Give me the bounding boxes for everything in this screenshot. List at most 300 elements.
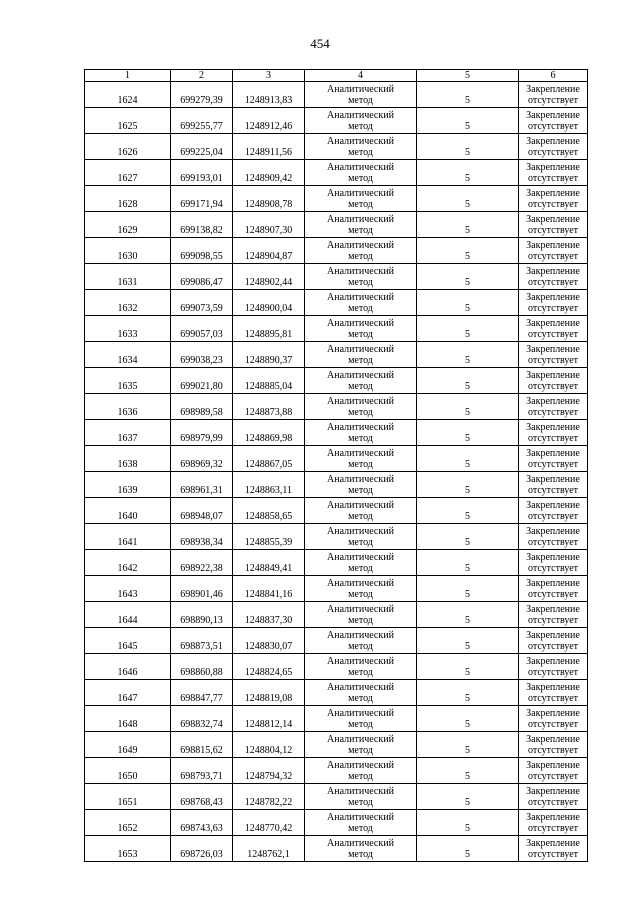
x-coordinate-cell: 698743,63 <box>171 810 233 836</box>
fixing-cell-line: отсутствует <box>527 380 579 392</box>
y-coordinate-cell: 1248890,37 <box>233 342 305 368</box>
method-cell-line: Аналитический <box>327 395 394 407</box>
method-cell <box>305 784 417 810</box>
method-cell-line: метод <box>348 250 373 262</box>
table-row <box>85 82 588 108</box>
fixing-cell <box>519 186 588 212</box>
y-coordinate-cell: 1248873,88 <box>233 394 305 420</box>
fixing-cell <box>519 784 588 810</box>
table-row <box>85 680 588 706</box>
method-cell-line: метод <box>348 458 373 470</box>
table-row <box>85 784 588 810</box>
fixing-cell <box>519 212 588 238</box>
fixing-cell <box>519 498 588 524</box>
method-cell-line: Аналитический <box>327 811 394 823</box>
fixing-cell-line: Закрепление <box>526 525 580 537</box>
accuracy-cell: 5 <box>417 680 519 706</box>
fixing-cell-line: отсутствует <box>527 536 579 548</box>
fixing-cell <box>519 420 588 446</box>
point-number-cell: 1644 <box>85 602 171 628</box>
accuracy-cell: 5 <box>417 394 519 420</box>
point-number-cell: 1643 <box>85 576 171 602</box>
method-cell-line: метод <box>348 744 373 756</box>
fixing-cell-line: отсутствует <box>527 224 579 236</box>
method-cell-line: метод <box>348 94 373 106</box>
method-cell <box>305 264 417 290</box>
fixing-cell-line: Закрепление <box>526 187 580 199</box>
y-coordinate-cell: 1248837,30 <box>233 602 305 628</box>
method-cell-line: Аналитический <box>327 837 394 849</box>
fixing-cell <box>519 394 588 420</box>
fixing-cell <box>519 810 588 836</box>
point-number-cell: 1650 <box>85 758 171 784</box>
fixing-cell-line: отсутствует <box>527 510 579 522</box>
table-row <box>85 524 588 550</box>
method-cell-line: Аналитический <box>327 499 394 511</box>
method-cell-line: метод <box>348 640 373 652</box>
coordinates-table <box>84 69 588 862</box>
point-number-cell: 1648 <box>85 706 171 732</box>
method-cell-line: Аналитический <box>327 291 394 303</box>
method-cell-line: метод <box>348 848 373 860</box>
method-cell-line: метод <box>348 224 373 236</box>
method-cell-line: метод <box>348 562 373 574</box>
method-cell-line: Аналитический <box>327 343 394 355</box>
fixing-cell-line: Закрепление <box>526 421 580 433</box>
accuracy-cell: 5 <box>417 602 519 628</box>
table-row <box>85 836 588 862</box>
table-row <box>85 342 588 368</box>
fixing-cell-line: Закрепление <box>526 213 580 225</box>
method-cell-line: метод <box>348 770 373 782</box>
method-cell-line: метод <box>348 328 373 340</box>
method-cell-line: Аналитический <box>327 83 394 95</box>
fixing-cell-line: Закрепление <box>526 655 580 667</box>
column-header-3: 3 <box>233 70 305 82</box>
y-coordinate-cell: 1248841,16 <box>233 576 305 602</box>
method-cell <box>305 680 417 706</box>
method-cell <box>305 810 417 836</box>
method-cell-line: метод <box>348 484 373 496</box>
fixing-cell <box>519 238 588 264</box>
accuracy-cell: 5 <box>417 732 519 758</box>
fixing-cell <box>519 732 588 758</box>
method-cell <box>305 420 417 446</box>
y-coordinate-cell: 1248907,30 <box>233 212 305 238</box>
method-cell <box>305 108 417 134</box>
y-coordinate-cell: 1248912,46 <box>233 108 305 134</box>
x-coordinate-cell: 699225,04 <box>171 134 233 160</box>
point-number-cell: 1624 <box>85 82 171 108</box>
point-number-cell: 1628 <box>85 186 171 212</box>
method-cell-line: Аналитический <box>327 759 394 771</box>
x-coordinate-cell: 699098,55 <box>171 238 233 264</box>
point-number-cell: 1627 <box>85 160 171 186</box>
method-cell <box>305 186 417 212</box>
column-header-6: 6 <box>519 70 588 82</box>
accuracy-cell: 5 <box>417 238 519 264</box>
y-coordinate-cell: 1248904,87 <box>233 238 305 264</box>
method-cell-line: Аналитический <box>327 239 394 251</box>
fixing-cell-line: отсутствует <box>527 692 579 704</box>
point-number-cell: 1637 <box>85 420 171 446</box>
fixing-cell-line: Закрепление <box>526 629 580 641</box>
x-coordinate-cell: 698832,74 <box>171 706 233 732</box>
method-cell-line: метод <box>348 432 373 444</box>
fixing-cell-line: Закрепление <box>526 681 580 693</box>
point-number-cell: 1631 <box>85 264 171 290</box>
y-coordinate-cell: 1248867,05 <box>233 446 305 472</box>
x-coordinate-cell: 698979,99 <box>171 420 233 446</box>
method-cell-line: метод <box>348 302 373 314</box>
method-cell <box>305 394 417 420</box>
method-cell-line: метод <box>348 172 373 184</box>
point-number-cell: 1634 <box>85 342 171 368</box>
accuracy-cell: 5 <box>417 368 519 394</box>
table-body <box>85 82 588 862</box>
method-cell <box>305 446 417 472</box>
y-coordinate-cell: 1248812,14 <box>233 706 305 732</box>
accuracy-cell: 5 <box>417 342 519 368</box>
fixing-cell-line: Закрепление <box>526 109 580 121</box>
x-coordinate-cell: 699279,39 <box>171 82 233 108</box>
y-coordinate-cell: 1248849,41 <box>233 550 305 576</box>
fixing-cell-line: отсутствует <box>527 120 579 132</box>
x-coordinate-cell: 699255,77 <box>171 108 233 134</box>
method-cell-line: метод <box>348 510 373 522</box>
accuracy-cell: 5 <box>417 784 519 810</box>
y-coordinate-cell: 1248770,42 <box>233 810 305 836</box>
fixing-cell-line: Закрепление <box>526 733 580 745</box>
point-number-cell: 1642 <box>85 550 171 576</box>
fixing-cell <box>519 836 588 862</box>
fixing-cell-line: Закрепление <box>526 239 580 251</box>
accuracy-cell: 5 <box>417 836 519 862</box>
fixing-cell <box>519 758 588 784</box>
fixing-cell-line: Закрепление <box>526 473 580 485</box>
y-coordinate-cell: 1248804,12 <box>233 732 305 758</box>
fixing-cell-line: отсутствует <box>527 848 579 860</box>
fixing-cell-line: Закрепление <box>526 759 580 771</box>
method-cell-line: Аналитический <box>327 135 394 147</box>
y-coordinate-cell: 1248819,08 <box>233 680 305 706</box>
fixing-cell-line: Закрепление <box>526 343 580 355</box>
y-coordinate-cell: 1248908,78 <box>233 186 305 212</box>
fixing-cell-line: Закрепление <box>526 83 580 95</box>
accuracy-cell: 5 <box>417 576 519 602</box>
method-cell-line: Аналитический <box>327 187 394 199</box>
x-coordinate-cell: 698961,31 <box>171 472 233 498</box>
x-coordinate-cell: 698860,88 <box>171 654 233 680</box>
accuracy-cell: 5 <box>417 316 519 342</box>
method-cell-line: Аналитический <box>327 317 394 329</box>
method-cell-line: Аналитический <box>327 629 394 641</box>
accuracy-cell: 5 <box>417 290 519 316</box>
method-cell-line: Аналитический <box>327 161 394 173</box>
fixing-cell-line: отсутствует <box>527 250 579 262</box>
point-number-cell: 1629 <box>85 212 171 238</box>
fixing-cell <box>519 706 588 732</box>
method-cell-line: Аналитический <box>327 473 394 485</box>
accuracy-cell: 5 <box>417 628 519 654</box>
method-cell-line: метод <box>348 718 373 730</box>
table-row <box>85 446 588 472</box>
method-cell-line: Аналитический <box>327 421 394 433</box>
method-cell <box>305 550 417 576</box>
method-cell-line: Аналитический <box>327 707 394 719</box>
y-coordinate-cell: 1248858,65 <box>233 498 305 524</box>
fixing-cell-line: Закрепление <box>526 161 580 173</box>
fixing-cell <box>519 368 588 394</box>
x-coordinate-cell: 698847,77 <box>171 680 233 706</box>
accuracy-cell: 5 <box>417 108 519 134</box>
method-cell <box>305 836 417 862</box>
table-row <box>85 368 588 394</box>
method-cell <box>305 134 417 160</box>
fixing-cell-line: отсутствует <box>527 640 579 652</box>
method-cell-line: Аналитический <box>327 213 394 225</box>
accuracy-cell: 5 <box>417 420 519 446</box>
method-cell-line: Аналитический <box>327 603 394 615</box>
fixing-cell-line: Закрепление <box>526 369 580 381</box>
x-coordinate-cell: 698890,13 <box>171 602 233 628</box>
table-row <box>85 576 588 602</box>
method-cell-line: метод <box>348 276 373 288</box>
method-cell-line: метод <box>348 796 373 808</box>
method-cell <box>305 576 417 602</box>
table-row <box>85 108 588 134</box>
method-cell-line: метод <box>348 146 373 158</box>
method-cell-line: Аналитический <box>327 525 394 537</box>
fixing-cell <box>519 550 588 576</box>
y-coordinate-cell: 1248902,44 <box>233 264 305 290</box>
fixing-cell-line: Закрепление <box>526 135 580 147</box>
point-number-cell: 1633 <box>85 316 171 342</box>
fixing-cell-line: отсутствует <box>527 822 579 834</box>
table-row <box>85 134 588 160</box>
table-row <box>85 602 588 628</box>
table-row <box>85 810 588 836</box>
accuracy-cell: 5 <box>417 82 519 108</box>
method-cell-line: Аналитический <box>327 265 394 277</box>
method-cell-line: метод <box>348 614 373 626</box>
fixing-cell-line: отсутствует <box>527 744 579 756</box>
accuracy-cell: 5 <box>417 550 519 576</box>
fixing-cell-line: Закрепление <box>526 837 580 849</box>
method-cell-line: Аналитический <box>327 369 394 381</box>
method-cell <box>305 212 417 238</box>
table-row <box>85 472 588 498</box>
y-coordinate-cell: 1248782,22 <box>233 784 305 810</box>
fixing-cell <box>519 472 588 498</box>
point-number-cell: 1649 <box>85 732 171 758</box>
fixing-cell-line: отсутствует <box>527 562 579 574</box>
accuracy-cell: 5 <box>417 472 519 498</box>
point-number-cell: 1632 <box>85 290 171 316</box>
x-coordinate-cell: 699073,59 <box>171 290 233 316</box>
fixing-cell-line: отсутствует <box>527 614 579 626</box>
table-row <box>85 550 588 576</box>
column-header-4: 4 <box>305 70 417 82</box>
point-number-cell: 1652 <box>85 810 171 836</box>
fixing-cell-line: отсутствует <box>527 94 579 106</box>
method-cell-line: метод <box>348 588 373 600</box>
fixing-cell <box>519 446 588 472</box>
fixing-cell-line: отсутствует <box>527 666 579 678</box>
fixing-cell-line: Закрепление <box>526 265 580 277</box>
method-cell-line: Аналитический <box>327 447 394 459</box>
fixing-cell <box>519 134 588 160</box>
column-header-1: 1 <box>85 70 171 82</box>
table-row <box>85 238 588 264</box>
fixing-cell <box>519 602 588 628</box>
fixing-cell-line: отсутствует <box>527 432 579 444</box>
fixing-cell-line: отсутствует <box>527 588 579 600</box>
method-cell-line: метод <box>348 120 373 132</box>
point-number-cell: 1630 <box>85 238 171 264</box>
method-cell-line: метод <box>348 406 373 418</box>
fixing-cell <box>519 628 588 654</box>
accuracy-cell: 5 <box>417 758 519 784</box>
x-coordinate-cell: 699193,01 <box>171 160 233 186</box>
y-coordinate-cell: 1248900,04 <box>233 290 305 316</box>
x-coordinate-cell: 698922,38 <box>171 550 233 576</box>
method-cell <box>305 290 417 316</box>
fixing-cell-line: Закрепление <box>526 603 580 615</box>
y-coordinate-cell: 1248913,83 <box>233 82 305 108</box>
fixing-cell-line: Закрепление <box>526 551 580 563</box>
method-cell-line: метод <box>348 692 373 704</box>
table-row <box>85 732 588 758</box>
table-row <box>85 394 588 420</box>
method-cell-line: Аналитический <box>327 681 394 693</box>
accuracy-cell: 5 <box>417 524 519 550</box>
point-number-cell: 1653 <box>85 836 171 862</box>
method-cell-line: Аналитический <box>327 733 394 745</box>
method-cell <box>305 238 417 264</box>
x-coordinate-cell: 698948,07 <box>171 498 233 524</box>
method-cell <box>305 82 417 108</box>
fixing-cell-line: отсутствует <box>527 484 579 496</box>
method-cell-line: Аналитический <box>327 109 394 121</box>
method-cell <box>305 732 417 758</box>
fixing-cell-line: отсутствует <box>527 172 579 184</box>
method-cell <box>305 758 417 784</box>
fixing-cell-line: Закрепление <box>526 499 580 511</box>
table-row <box>85 290 588 316</box>
accuracy-cell: 5 <box>417 264 519 290</box>
x-coordinate-cell: 698793,71 <box>171 758 233 784</box>
x-coordinate-cell: 699171,94 <box>171 186 233 212</box>
table-row <box>85 420 588 446</box>
method-cell <box>305 524 417 550</box>
y-coordinate-cell: 1248824,65 <box>233 654 305 680</box>
method-cell <box>305 368 417 394</box>
table-row <box>85 160 588 186</box>
fixing-cell-line: отсутствует <box>527 770 579 782</box>
table-row <box>85 212 588 238</box>
accuracy-cell: 5 <box>417 134 519 160</box>
fixing-cell-line: отсутствует <box>527 796 579 808</box>
column-header-2: 2 <box>171 70 233 82</box>
accuracy-cell: 5 <box>417 446 519 472</box>
fixing-cell-line: отсутствует <box>527 458 579 470</box>
point-number-cell: 1645 <box>85 628 171 654</box>
fixing-cell <box>519 108 588 134</box>
method-cell <box>305 342 417 368</box>
method-cell-line: метод <box>348 354 373 366</box>
point-number-cell: 1625 <box>85 108 171 134</box>
point-number-cell: 1647 <box>85 680 171 706</box>
fixing-cell <box>519 316 588 342</box>
x-coordinate-cell: 699086,47 <box>171 264 233 290</box>
y-coordinate-cell: 1248909,42 <box>233 160 305 186</box>
method-cell-line: Аналитический <box>327 577 394 589</box>
x-coordinate-cell: 698901,46 <box>171 576 233 602</box>
x-coordinate-cell: 699057,03 <box>171 316 233 342</box>
x-coordinate-cell: 698989,58 <box>171 394 233 420</box>
method-cell-line: Аналитический <box>327 785 394 797</box>
table-row <box>85 628 588 654</box>
method-cell-line: метод <box>348 536 373 548</box>
accuracy-cell: 5 <box>417 160 519 186</box>
x-coordinate-cell: 699021,80 <box>171 368 233 394</box>
table-header <box>85 70 588 82</box>
page-number: 454 <box>310 36 330 51</box>
fixing-cell-line: Закрепление <box>526 317 580 329</box>
accuracy-cell: 5 <box>417 212 519 238</box>
fixing-cell <box>519 654 588 680</box>
x-coordinate-cell: 698938,34 <box>171 524 233 550</box>
x-coordinate-cell: 698726,03 <box>171 836 233 862</box>
table-row <box>85 706 588 732</box>
fixing-cell <box>519 160 588 186</box>
table-row <box>85 654 588 680</box>
method-cell <box>305 706 417 732</box>
fixing-cell-line: отсутствует <box>527 276 579 288</box>
method-cell-line: метод <box>348 380 373 392</box>
table-row <box>85 316 588 342</box>
fixing-cell-line: отсутствует <box>527 146 579 158</box>
point-number-cell: 1636 <box>85 394 171 420</box>
accuracy-cell: 5 <box>417 186 519 212</box>
fixing-cell-line: Закрепление <box>526 811 580 823</box>
fixing-cell-line: Закрепление <box>526 785 580 797</box>
table-row <box>85 186 588 212</box>
fixing-cell-line: отсутствует <box>527 718 579 730</box>
fixing-cell-line: отсутствует <box>527 302 579 314</box>
fixing-cell <box>519 576 588 602</box>
point-number-cell: 1641 <box>85 524 171 550</box>
y-coordinate-cell: 1248762,1 <box>233 836 305 862</box>
y-coordinate-cell: 1248830,07 <box>233 628 305 654</box>
y-coordinate-cell: 1248869,98 <box>233 420 305 446</box>
table-row <box>85 264 588 290</box>
fixing-cell-line: Закрепление <box>526 291 580 303</box>
method-cell <box>305 602 417 628</box>
accuracy-cell: 5 <box>417 706 519 732</box>
point-number-cell: 1640 <box>85 498 171 524</box>
column-header-5: 5 <box>417 70 519 82</box>
fixing-cell-line: отсутствует <box>527 354 579 366</box>
point-number-cell: 1635 <box>85 368 171 394</box>
method-cell <box>305 472 417 498</box>
fixing-cell-line: Закрепление <box>526 707 580 719</box>
point-number-cell: 1639 <box>85 472 171 498</box>
method-cell-line: метод <box>348 666 373 678</box>
x-coordinate-cell: 699138,82 <box>171 212 233 238</box>
fixing-cell <box>519 524 588 550</box>
